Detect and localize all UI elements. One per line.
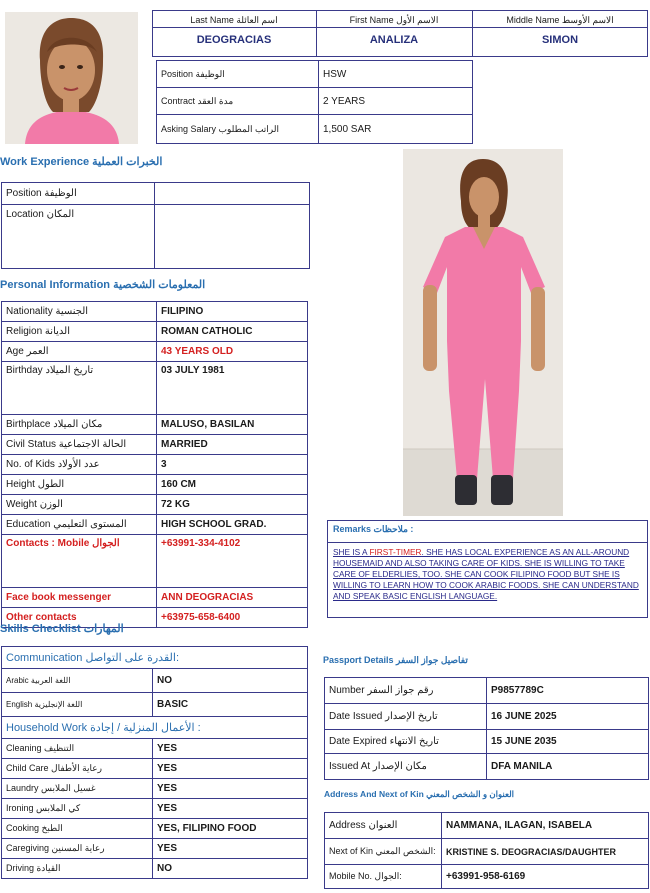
- position-value: HSW: [319, 61, 473, 88]
- last-name-label: Last Name اسم العائلة: [190, 15, 278, 25]
- work-experience-table: [1, 182, 310, 269]
- remarks-text: [333, 547, 639, 613]
- address-value: +63991-958-6169: [442, 865, 649, 889]
- household-value: YES: [153, 779, 308, 799]
- contacts-value: +63991-334-4102: [157, 535, 308, 588]
- personal-label: Height الطول: [2, 475, 157, 495]
- household-label: Cooking الطبخ: [2, 819, 153, 839]
- personal-label: Religion الديانة: [2, 322, 157, 342]
- salary-label: Asking Salary الراتب المطلوب: [157, 115, 319, 144]
- remarks-title: Remarks ملاحظات :: [333, 524, 414, 534]
- full-body-illustration: [403, 149, 563, 516]
- arabic-label: Arabic اللغة العربية: [2, 669, 153, 693]
- middle-name-label: Middle Name الاسم الأوسط: [506, 15, 614, 25]
- facebook-label: Face book messenger: [2, 588, 157, 608]
- household-label: Cleaning التنظيف: [2, 739, 153, 759]
- last-name-value: DEOGRACIAS: [196, 34, 272, 46]
- personal-value: HIGH SCHOOL GRAD.: [157, 515, 308, 535]
- address-value: KRISTINE S. DEOGRACIAS/DAUGHTER: [442, 839, 649, 865]
- personal-value: MARRIED: [157, 435, 308, 455]
- personal-label: No. of Kids عدد الأولاد: [2, 455, 157, 475]
- personal-label: Birthplace مكان الميلاد: [2, 415, 157, 435]
- age-value: 43 YEARS OLD: [157, 342, 308, 362]
- job-details-table: [156, 60, 473, 144]
- household-value: YES: [153, 839, 308, 859]
- portrait-photo: [5, 12, 138, 144]
- first-name-label: First Name الاسم الأول: [349, 15, 439, 25]
- remarks-body: . SHE HAS LOCAL EXPERIENCE AS AN ALL-AROUND HOUSEMAID AND ALSO TAKING CARE OF KIDS. SHE IS WILLING TO TAKE CARE OF ELDERLIES, TOO. SHE CAN COOK FILIPINO FOOD BUT SHE IS WILLING TO LEARN HOW TO COOK ARABIC FOODS. SHE CAN UNDERSTAND AND SPEAK BASIC ENGLISH LANGUAGE.: [333, 547, 639, 601]
- personal-label: Age العمر: [2, 342, 157, 362]
- passport-label: Date Expired تاريخ الانتهاء: [325, 730, 487, 754]
- personal-label: Birthday تاريخ الميلاد: [2, 362, 157, 415]
- personal-value: MALUSO, BASILAN: [157, 415, 308, 435]
- passport-value: 16 JUNE 2025: [487, 704, 649, 730]
- skills-title: Skills Checklist المهارات: [0, 623, 124, 635]
- other-contacts-label: Other contacts: [2, 608, 157, 628]
- salary-value: 1,500 SAR: [319, 115, 473, 144]
- full-body-photo: [403, 149, 563, 516]
- household-label: Child Care رعاية الأطفال: [2, 759, 153, 779]
- passport-title: Passport Details تفاصيل جواز السفر: [323, 655, 468, 665]
- position-label: Position الوظيفة: [157, 61, 319, 88]
- contract-label: Contract مدة العقد: [157, 88, 319, 115]
- personal-info-title: Personal Information المعلومات الشخصية: [0, 279, 206, 291]
- household-value: NO: [153, 859, 308, 879]
- personal-label: Nationality الجنسية: [2, 302, 157, 322]
- address-label: Address العنوان: [325, 813, 442, 839]
- facebook-value: ANN DEOGRACIAS: [157, 588, 308, 608]
- arabic-value: NO: [153, 669, 308, 693]
- contacts-label: Contacts : Mobile الجوال: [2, 535, 157, 588]
- passport-label: Date Issued تاريخ الإصدار: [325, 704, 487, 730]
- address-table: [324, 812, 649, 889]
- household-label: Caregiving رعاية المسنين: [2, 839, 153, 859]
- household-title: Household Work الأعمال المنزلية / إجادة :: [2, 717, 308, 739]
- household-value: YES: [153, 759, 308, 779]
- portrait-illustration: [5, 12, 138, 144]
- household-label: Driving القيادة: [2, 859, 153, 879]
- passport-value: DFA MANILA: [487, 754, 649, 780]
- personal-value: 03 JULY 1981: [157, 362, 308, 415]
- communication-title: Communication القدرة على التواصل:: [2, 647, 308, 669]
- household-value: YES: [153, 739, 308, 759]
- household-label: Ironing كي الملابس: [2, 799, 153, 819]
- passport-table: [324, 677, 649, 780]
- work-position-value: [155, 183, 310, 205]
- skills-table: [1, 646, 308, 879]
- personal-label: Weight الوزن: [2, 495, 157, 515]
- address-value: NAMMANA, ILAGAN, ISABELA: [442, 813, 649, 839]
- english-value: BASIC: [153, 693, 308, 717]
- personal-info-table: [1, 301, 308, 628]
- work-location-value: [155, 205, 310, 269]
- english-label: English اللغة الإنجليزية: [2, 693, 153, 717]
- personal-value: FILIPINO: [157, 302, 308, 322]
- middle-name-value: SIMON: [541, 34, 579, 46]
- household-label: Laundry غسيل الملابس: [2, 779, 153, 799]
- passport-label: Number رقم جواز السفر: [325, 678, 487, 704]
- address-label: Next of Kin الشخص المعني:: [325, 839, 442, 865]
- personal-value: ROMAN CATHOLIC: [157, 322, 308, 342]
- first-timer-highlight: FIRST-TIMER: [369, 547, 422, 557]
- first-name-value: ANALIZA: [369, 34, 419, 46]
- passport-value: P9857789C: [487, 678, 649, 704]
- work-location-label: Location المكان: [2, 205, 155, 269]
- personal-value: 160 CM: [157, 475, 308, 495]
- passport-value: 15 JUNE 2035: [487, 730, 649, 754]
- work-experience-title: Work Experience الخبرات العملية: [0, 156, 163, 168]
- address-title: Address And Next of Kin العنوان و الشخص المعني: [324, 789, 515, 799]
- address-label: Mobile No. الجوال:: [325, 865, 442, 889]
- contract-value: 2 YEARS: [319, 88, 473, 115]
- remarks-lead: SHE IS A: [333, 547, 370, 557]
- household-value: YES, FILIPINO FOOD: [153, 819, 308, 839]
- personal-value: 3: [157, 455, 308, 475]
- other-contacts-value: +63975-658-6400: [157, 608, 308, 628]
- household-value: YES: [153, 799, 308, 819]
- personal-label: Civil Status الحالة الاجتماعية: [2, 435, 157, 455]
- passport-label: Issued At مكان الإصدار: [325, 754, 487, 780]
- personal-value: 72 KG: [157, 495, 308, 515]
- personal-label: Education المستوى التعليمي: [2, 515, 157, 535]
- work-position-label: Position الوظيفة: [2, 183, 155, 205]
